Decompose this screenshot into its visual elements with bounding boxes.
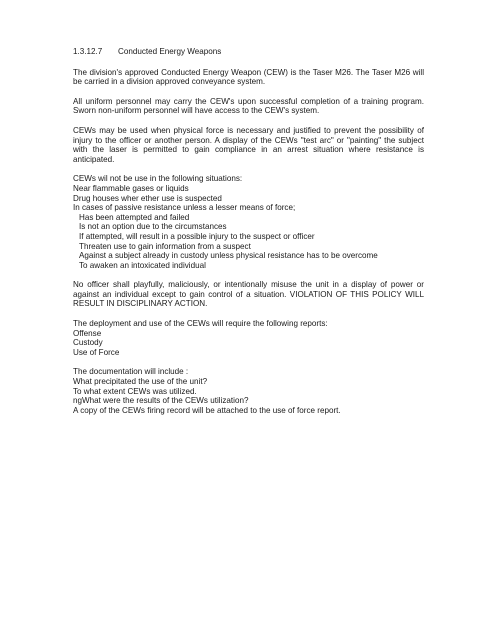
list-sub-item: Threaten use to gain information from a suspect xyxy=(79,241,251,251)
list-item: Offense xyxy=(73,328,102,338)
list-item: ngWhat were the results of the CEWs utilization? xyxy=(73,396,249,406)
reports-intro: The deployment and use of the CEWs will require the following reports: xyxy=(73,319,328,329)
list-sub-item: If attempted, will result in a possible injury to the suspect or officer xyxy=(79,231,315,241)
list-item: Use of Force xyxy=(73,347,120,357)
list-item: Custody xyxy=(73,338,103,348)
section-number: 1.3.12.7 xyxy=(73,47,103,56)
list-item: Near flammable gases or liquids xyxy=(73,183,189,193)
section-heading xyxy=(73,47,424,57)
list-item: Drug houses wher ether use is suspected xyxy=(73,193,222,203)
documentation-list xyxy=(73,367,424,415)
reports-list xyxy=(73,319,424,357)
documentation-intro: The documentation will include : xyxy=(73,367,189,377)
list-item: To what extent CEWs was utilized. xyxy=(73,386,197,396)
list-sub-item: Is not an option due to the circumstances xyxy=(79,222,227,232)
list-sub-item: Against a subject already in custody unless physical resistance has to be overcome xyxy=(79,251,378,261)
not-use-list xyxy=(73,174,424,270)
paragraph-misuse-policy: No officer shall playfully, maliciously, or intentionally misuse the unit in a display of power or against an individual except to gain control of a situation. VIOLATION OF THIS POLICY WILL RESULT IN DISCIPLINARY ACTION. xyxy=(73,280,424,309)
section-title: Conducted Energy Weapons xyxy=(118,47,222,56)
paragraph-personnel: All uniform personnel may carry the CEW's upon successful completion of a training program. Sworn non-uniform personnel will have access to the CEW's system. xyxy=(73,96,424,116)
paragraph-approved-cew: The division's approved Conducted Energy Weapon (CEW) is the Taser M26. The Taser M26 will be carried in a division approved conveyance system. xyxy=(73,67,424,87)
paragraph-use-conditions: CEWs may be used when physical force is necessary and justified to prevent the possibility of injury to the officer or another person. A display of the CEWs "test arc" or "painting" the subject with the laser is permitted to gain compliance in an arrest situation where resistance is anticipated. xyxy=(73,125,424,164)
list-sub-item: To awaken an intoxicated individual xyxy=(79,260,206,270)
list-item: In cases of passive resistance unless a lesser means of force; xyxy=(73,203,296,213)
list-item: A copy of the CEWs firing record will be attached to the use of force report. xyxy=(73,405,341,415)
list-item: What precipitated the use of the unit? xyxy=(73,377,208,387)
list-sub-item: Has been attempted and failed xyxy=(79,212,190,222)
not-use-intro: CEWs wil not be use in the following situations: xyxy=(73,174,243,184)
